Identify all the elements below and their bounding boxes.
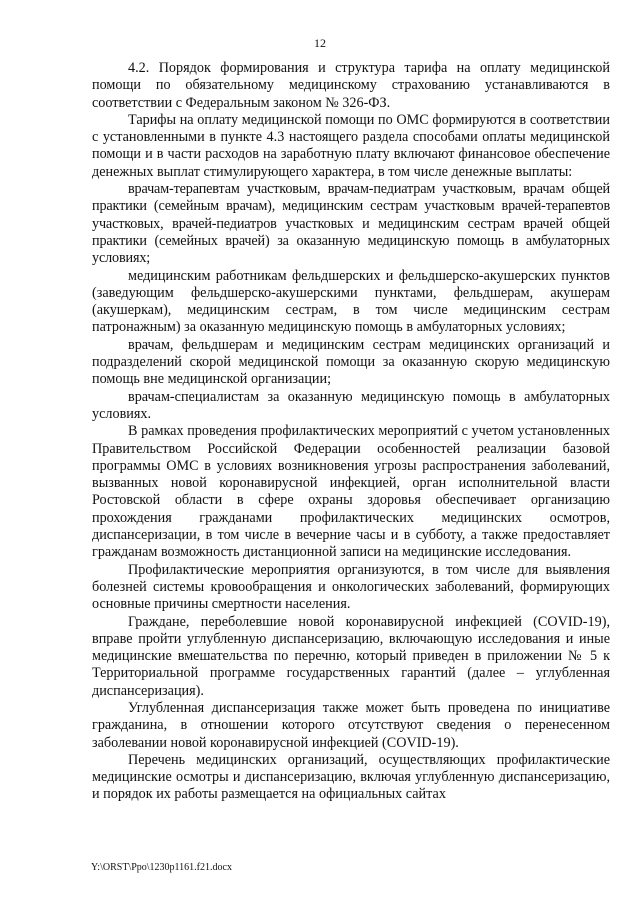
paragraph-covid-dispensary: Граждане, переболевшие новой коронавирусной инфекцией (COVID-19), вправе пройти углубленную диспансеризацию, включающую исследования и иные медицинские вмешательства по перечню, который приведен в приложении № 5 к Территориальной программе государственных гарантий (далее – углубленная диспансеризация). xyxy=(92,613,610,699)
footer-file-path: Y:\ORST\Ppo\1230p1161.f21.docx xyxy=(91,862,232,873)
paragraph-tariffs-oms: Тарифы на оплату медицинской помощи по ОМС формируются в соответствии с установленными в пункте 4.3 настоящего раздела способами оплаты медицинской помощи и в части расходов на заработную плату включают финансовое обеспечение денежных выплат стимулирующего характера, в том числе денежные выплаты: xyxy=(92,111,610,180)
paragraph-initiative-dispensary: Углубленная диспансеризация также может быть проведена по инициативе гражданина, в отношении которого отсутствуют сведения о перенесенном заболевании новой коронавирусной инфекцией (COVID-19). xyxy=(92,699,610,751)
page-number: 12 xyxy=(314,36,326,50)
paragraph-payments-specialists: врачам-специалистам за оказанную медицинскую помощь в амбулаторных условиях. xyxy=(92,388,610,422)
document-body xyxy=(92,60,610,804)
paragraph-preventive-measures: В рамках проведения профилактических мероприятий с учетом установленных Правительством Российской Федерации особенностей реализации базовой программы ОМС в условиях возникновения угрозы распространения заболеваний, вызванных новой коронавирусной инфекцией, орган исполнительной власти Ростовской области в сфере охраны здоровья обеспечивает организацию прохождения гражданами профилактических медицинских осмотров, диспансеризации, в том числе в вечерние часы и в субботу, а также предоставляет гражданам возможность дистанционной записи на медицинские исследования. xyxy=(92,423,610,561)
paragraph-payments-ambulance: врачам, фельдшерам и медицинским сестрам медицинских организаций и подразделений скорой медицинской помощи за оказанную скорую медицинскую помощь вне медицинской организации; xyxy=(92,336,610,388)
paragraph-payments-therapists: врачам-терапевтам участковым, врачам-педиатрам участковым, врачам общей практики (семейным врачам), медицинским сестрам участковым врачей-терапевтов участковых, врачей-педиатров участковых и медицинским сестрам врачей общей практики (семейных врачей) за оказанную медицинскую помощь в амбулаторных условиях; xyxy=(92,181,610,267)
paragraph-preventive-purpose: Профилактические мероприятия организуются, в том числе для выявления болезней системы кровообращения и онкологических заболеваний, формирующих основные причины смертности населения. xyxy=(92,561,610,613)
paragraph-organizations-list: Перечень медицинских организаций, осуществляющих профилактические медицинские осмотры и диспансеризацию, включая углубленную диспансеризацию, и порядок их работы размещается на официальных сайтах xyxy=(92,751,610,803)
paragraph-tariff-procedure: 4.2. Порядок формирования и структура тарифа на оплату медицинской помощи по обязательному медицинскому страхованию устанавливаются в соответствии с Федеральным законом № 326-ФЗ. xyxy=(92,60,610,111)
paragraph-payments-feldsher: медицинским работникам фельдшерских и фельдшерско-акушерских пунктов (заведующим фельдшерско-акушерскими пунктами, фельдшерам, акушерам (акушеркам), медицинским сестрам, в том числе медицинским сестрам патронажным) за оказанную медицинскую помощь в амбулаторных условиях; xyxy=(92,267,610,336)
